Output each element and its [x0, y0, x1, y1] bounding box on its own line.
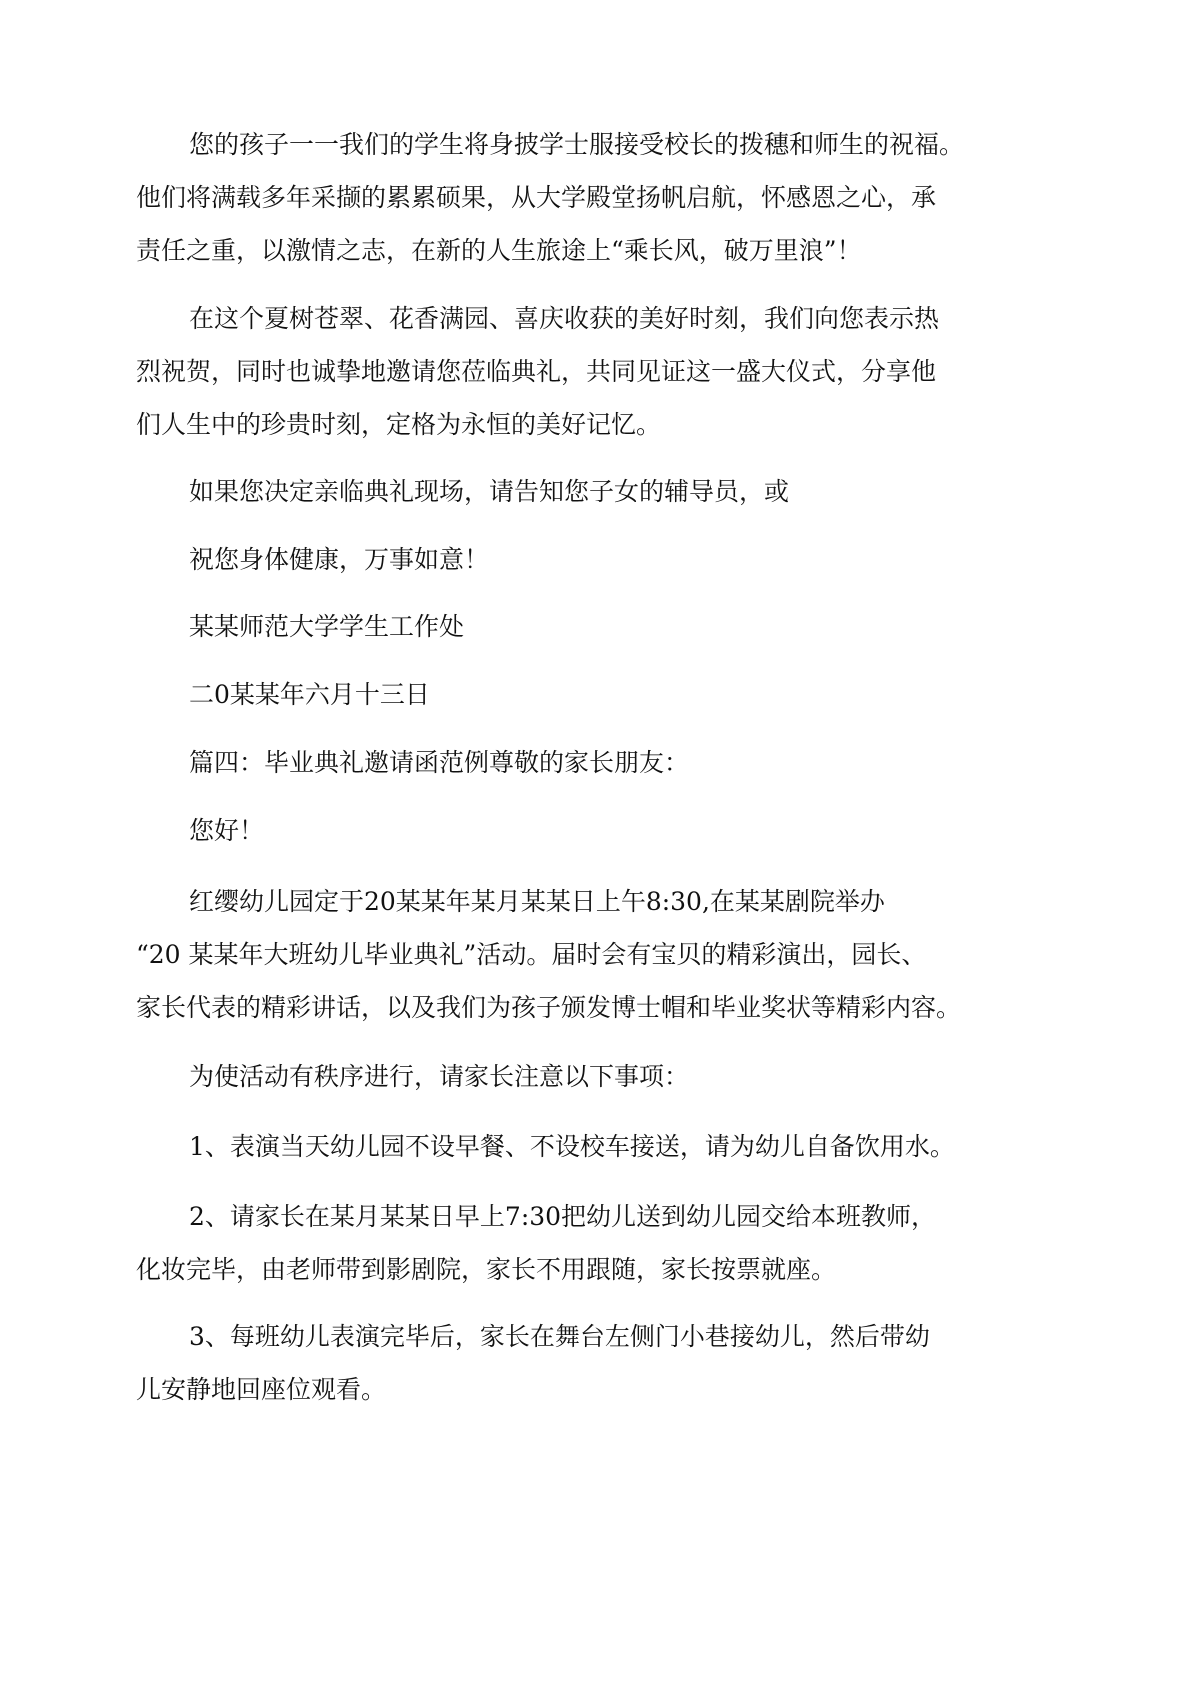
text-line: 们人生中的珍贵时刻，定格为永恒的美好记忆。 [136, 410, 662, 439]
text-line: 在这个夏树苍翠、花香满园、喜庆收获的美好时刻，我们向您表示热 [189, 304, 940, 333]
text-line: “20 某某年大班幼儿毕业典礼”活动。届时会有宝贝的精彩演出，园长、 [136, 940, 927, 969]
list-item: 2、请家长在某月某某日早上7:30把幼儿送到幼儿园交给本班教师， [189, 1202, 937, 1231]
greeting: 您好！ [189, 816, 265, 845]
text-line: 您的孩子一一我们的学生将身披学士服接受校长的拨穗和师生的祝福。 [189, 130, 965, 159]
text-line: 责任之重，以激情之志，在新的人生旅途上“乘长风，破万里浪”！ [136, 236, 862, 265]
text-line: 如果您决定亲临典礼现场，请告知您子女的辅导员，或 [189, 477, 790, 506]
list-item: 3、每班幼儿表演完毕后，家长在舞台左侧门小巷接幼儿，然后带幼 [189, 1322, 930, 1351]
text-line: 烈祝贺，同时也诚挚地邀请您莅临典礼，共同见证这一盛大仪式，分享他 [136, 357, 937, 386]
text-line: 他们将满载多年采撷的累累硕果，从大学殿堂扬帆启航，怀感恩之心，承 [136, 183, 937, 212]
text-line: 家长代表的精彩讲话，以及我们为孩子颁发博士帽和毕业奖状等精彩内容。 [136, 993, 962, 1022]
list-item-continued: 儿安静地回座位观看。 [136, 1375, 387, 1404]
text-line: 祝您身体健康，万事如意！ [189, 545, 490, 574]
text-line: 红缨幼儿园定于20某某年某月某某日上午8:30,在某某剧院举办 [189, 887, 885, 916]
list-item-continued: 化妆完毕，由老师带到影剧院，家长不用跟随，家长按票就座。 [136, 1255, 837, 1284]
signature-org: 某某师范大学学生工作处 [189, 612, 465, 641]
signature-date: 二0某某年六月十三日 [189, 680, 430, 709]
text-line: 为使活动有秩序进行，请家长注意以下事项： [189, 1062, 690, 1091]
list-item: 1、表演当天幼儿园不设早餐、不设校车接送，请为幼儿自备饮用水。 [189, 1132, 955, 1161]
section-heading: 篇四：毕业典礼邀请函范例尊敬的家长朋友： [189, 748, 690, 777]
